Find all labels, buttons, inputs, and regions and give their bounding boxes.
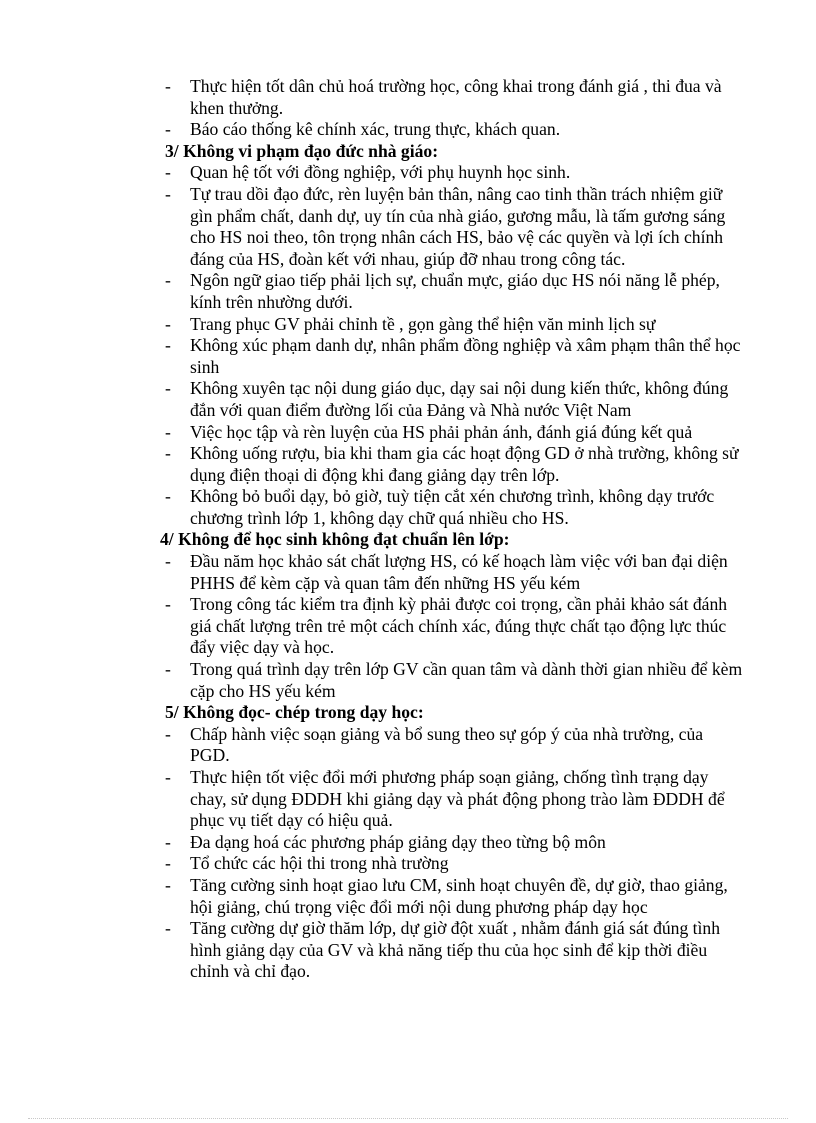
bullet-dash: - [165, 918, 171, 939]
list-item: - Báo cáo thống kê chính xác, trung thực, khách quan. [165, 119, 561, 140]
bullet-dash: - [165, 831, 171, 852]
list-item: - Quan hệ tốt với đồng nghiệp, với phụ huynh học sinh. [165, 162, 571, 183]
list-item: - Tự trau dồi đạo đức, rèn luyện bản thân, nâng cao tinh thần trách nhiệm giữ gìn phẩm chất, danh dự, uy tín của nhà giáo, gương mẫu, là tấm gương sáng cho HS noi theo, tôn trọng nhân cách HS, bảo vệ các quyền và lợi ích chính đáng của HS, đoàn kết với nhau, giúp đỡ nhau trong công tác. [165, 183, 726, 269]
bullet-dash: - [165, 723, 171, 744]
list-item: - Tổ chức các hội thi trong nhà trường [165, 853, 449, 874]
bullet-dash: - [165, 76, 171, 96]
list-item: - Không uống rượu, bia khi tham gia các hoạt động GD ở nhà trường, không sử dụng điện thoại di động khi đang giảng dạy trên lớp. [165, 443, 739, 485]
bullet-dash: - [165, 270, 171, 291]
bullet-dash: - [165, 486, 171, 507]
bullet-dash: - [165, 313, 171, 334]
bullet-dash: - [165, 443, 171, 464]
bullet-dash: - [165, 551, 171, 572]
bullet-dash: - [165, 119, 171, 140]
list-item: - Trong quá trình dạy trên lớp GV cần quan tâm và dành thời gian nhiều để kèm cặp cho HS yếu kém [165, 659, 743, 701]
bullet-dash: - [165, 421, 171, 442]
list-item: - Thực hiện tốt việc đổi mới phương pháp soạn giảng, chống tình trạng dạy chay, sử dụng ĐDDH khi giảng dạy và phát động phong trào làm ĐDDH để phục vụ tiết dạy có hiệu quả. [165, 767, 725, 831]
list-item: - Trong công tác kiểm tra định kỳ phải được coi trọng, cần phải khảo sát đánh giá chất lượng trên trẻ một cách chính xác, đúng thực chất tạo động lực thúc đẩy việc dạy và học. [165, 594, 728, 658]
list-item: - Không bỏ buổi dạy, bỏ giờ, tuỳ tiện cắt xén chương trình, không dạy trước chương trình lớp 1, không dạy chữ quá nhiều cho HS. [165, 486, 715, 528]
list-item: - Ngôn ngữ giao tiếp phải lịch sự, chuẩn mực, giáo dục HS nói năng lễ phép, kính trên nhường dưới. [165, 270, 720, 312]
page-bottom-divider [28, 1118, 788, 1119]
bullet-dash: - [165, 594, 171, 615]
list-item: - Tăng cường dự giờ thăm lớp, dự giờ đột xuất , nhằm đánh giá sát đúng tình hình giảng dạy của GV và khả năng tiếp thu của học sinh để kịp thời điều chỉnh và chỉ đạo. [165, 918, 721, 982]
list-item: - Đầu năm học khảo sát chất lượng HS, có kế hoạch làm việc với ban đại diện PHHS để kèm cặp và quan tâm đến những HS yếu kém [165, 551, 728, 593]
section-heading: 3/ Không vi phạm đạo đức nhà giáo: [165, 140, 439, 161]
list-item: - Trang phục GV phải chỉnh tề , gọn gàng thể hiện văn minh lịch sự [165, 313, 656, 334]
bullet-dash: - [165, 659, 171, 680]
bullet-dash: - [165, 162, 171, 183]
bullet-dash: - [165, 767, 171, 787]
document-page [0, 76, 816, 983]
list-item: - Tăng cường sinh hoạt giao lưu CM, sinh hoạt chuyên đề, dự giờ, thao giảng, hội giảng, chú trọng việc đổi mới nội dung phương pháp dạy học [165, 874, 728, 917]
list-item: - Không xuyên tạc nội dung giáo dục, dạy sai nội dung kiến thức, không đúng đắn với quan điểm đường lối của Đảng và Nhà nước Việt Nam [165, 378, 729, 420]
section-heading: 4/ Không để học sinh không đạt chuẩn lên lớp: [160, 529, 510, 550]
bullet-dash: - [165, 335, 171, 356]
bullet-dash: - [165, 378, 171, 399]
list-item: - Chấp hành việc soạn giảng và bổ sung theo sự góp ý của nhà trường, của PGD. [165, 723, 704, 766]
bullet-dash: - [165, 183, 171, 204]
list-item: - Không xúc phạm danh dự, nhân phẩm đồng nghiệp và xâm phạm thân thể học sinh [165, 335, 741, 377]
list-item: - Đa dạng hoá các phương pháp giảng dạy theo từng bộ môn [165, 831, 606, 852]
list-item: - Thực hiện tốt dân chủ hoá trường học, công khai trong đánh giá , thi đua và khen thưởng. [165, 76, 722, 118]
list-item: - Việc học tập và rèn luyện của HS phải phản ánh, đánh giá đúng kết quả [165, 421, 693, 442]
section-heading: 5/ Không đọc- chép trong dạy học: [165, 702, 424, 723]
bullet-dash: - [165, 853, 171, 874]
bullet-dash: - [165, 874, 171, 895]
